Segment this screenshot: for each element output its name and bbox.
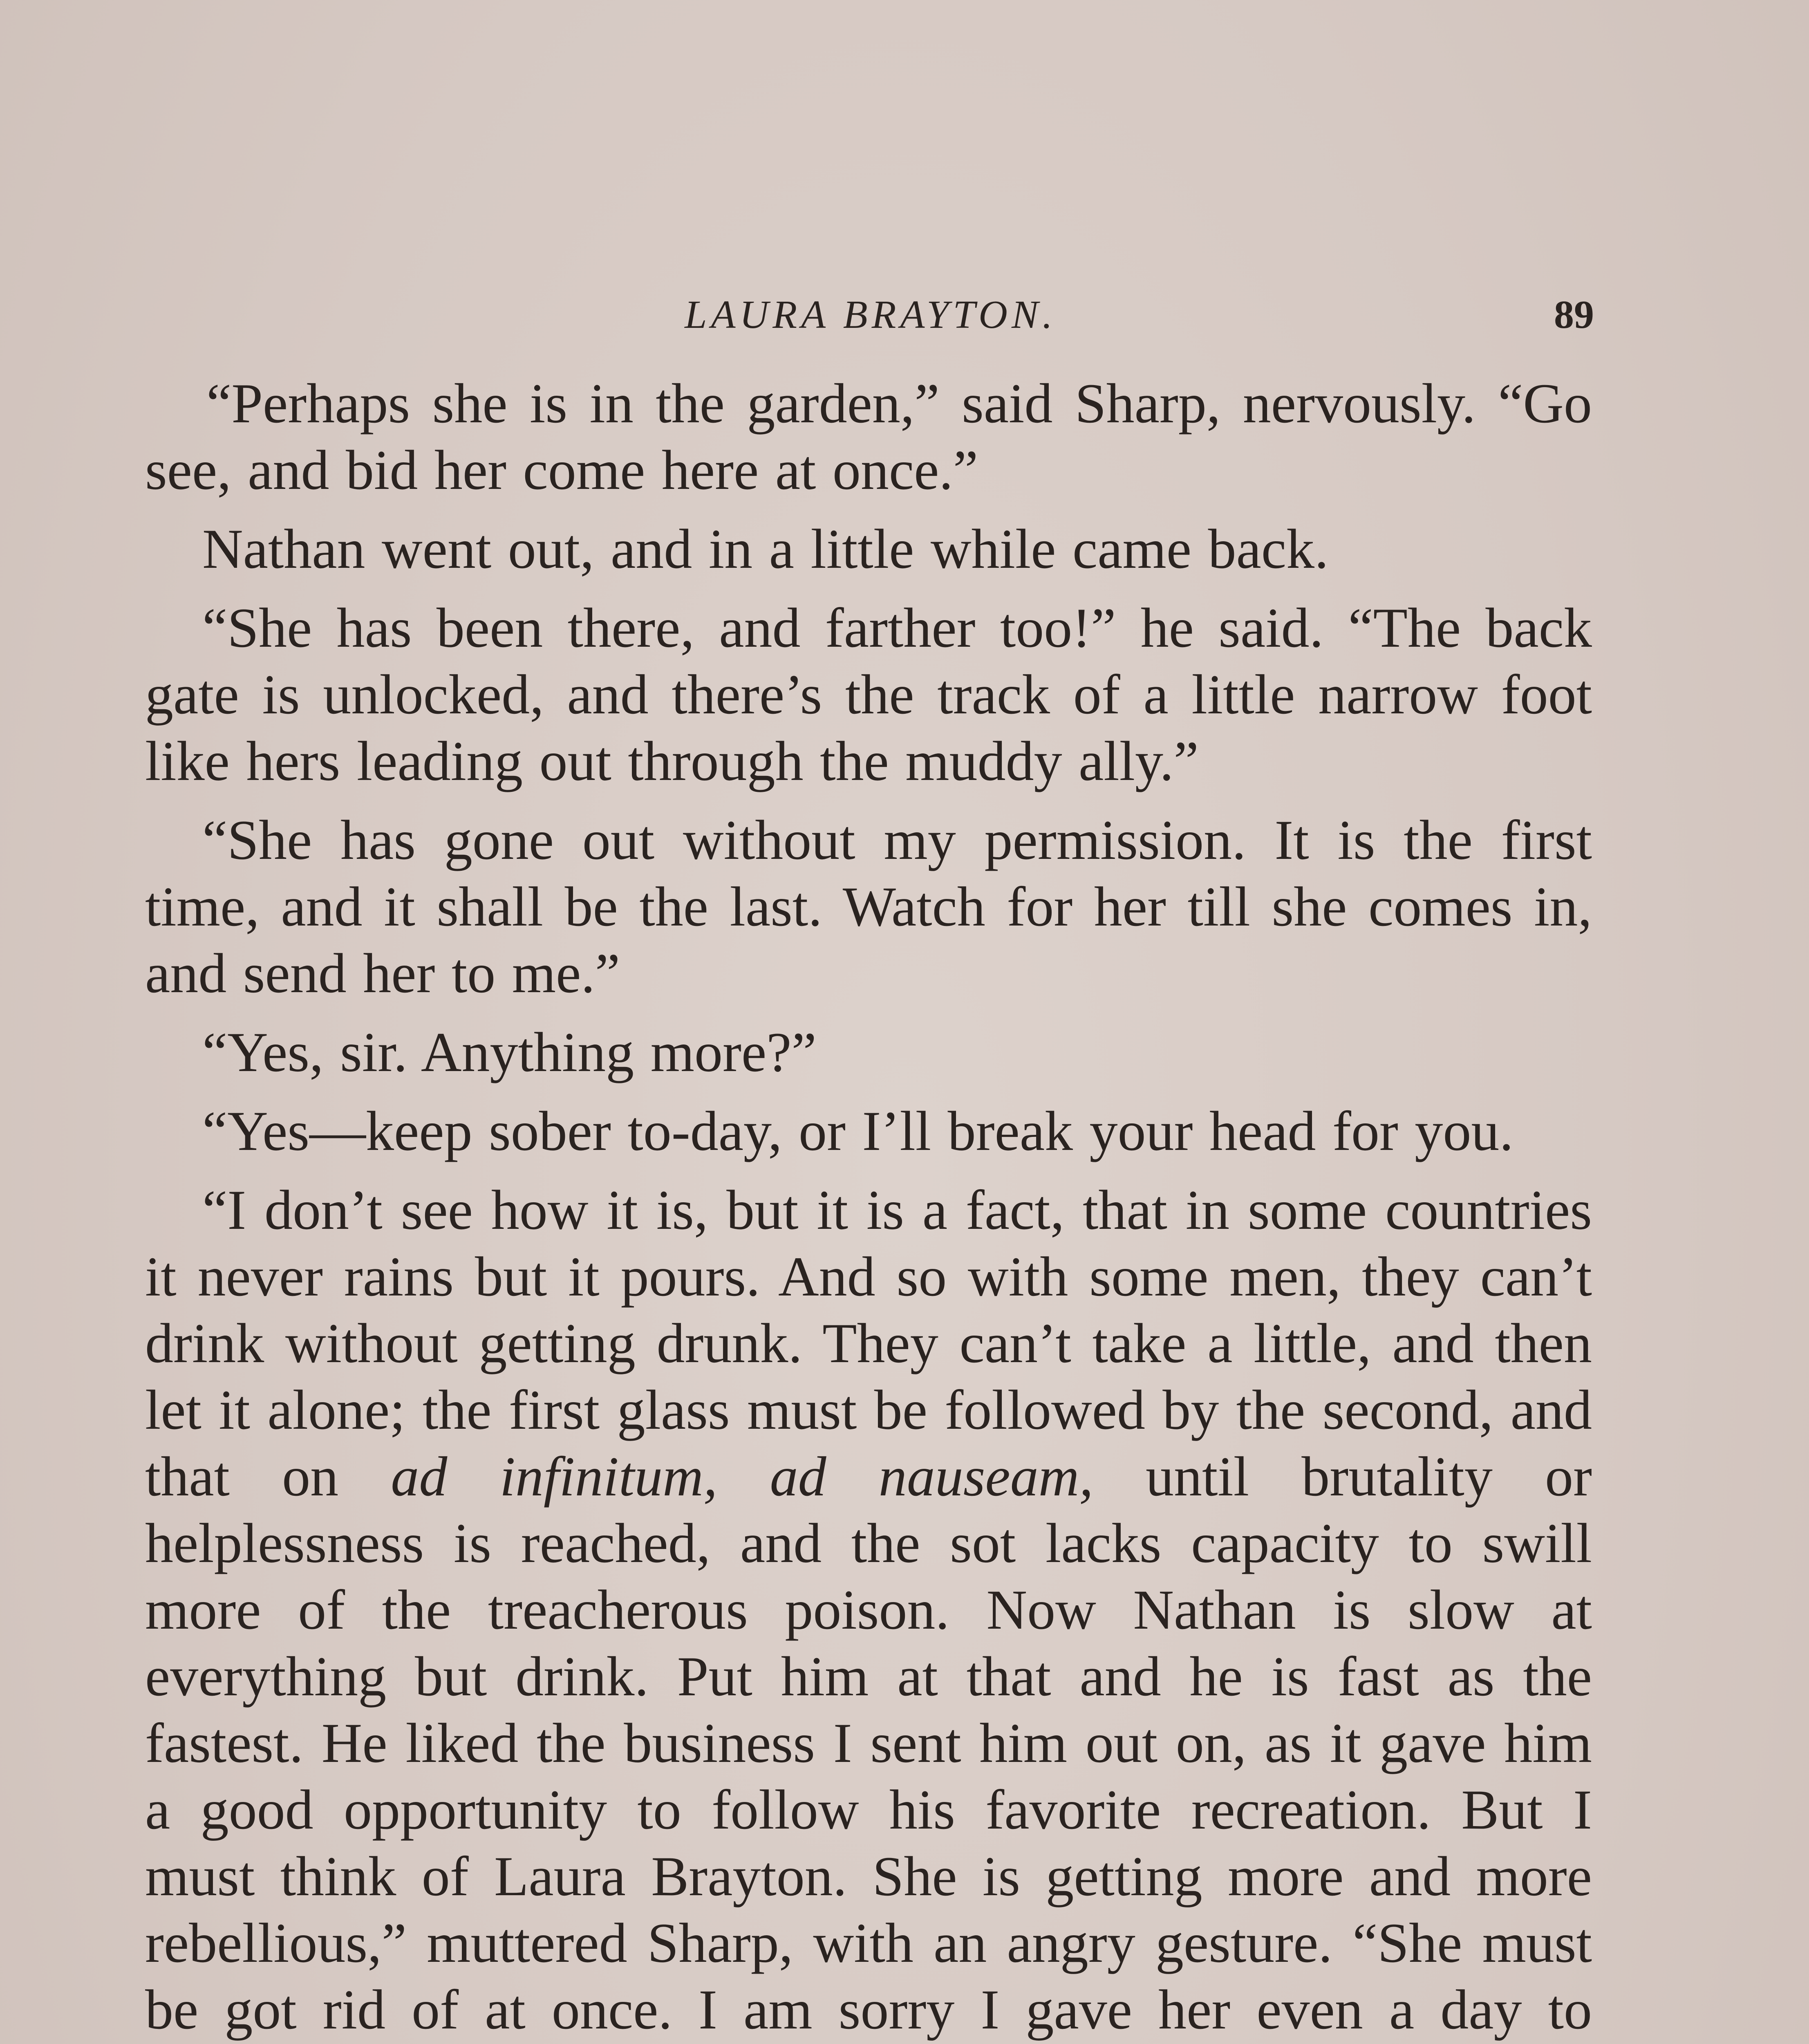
body-text [145,370,1592,2044]
paragraph: “Yes, sir. Anything more?” [202,1021,817,1083]
latin-phrase: ad infinitum, ad nauseam, [391,1445,1093,1508]
paragraph-text: “I don’t see how it is, but it is a fact, that in some countries it never rains but it pours. And so with some men, they can’t drink without getting drunk. They can’t take a little, and then let it alone; the first glass must be followed by the second, and that on [145,1179,1592,1508]
paragraph-text: until brutality or helplessness is reached, and the sot lacks capacity to swill more of the treacherous poison. Now Nathan is slow at everything but drink. Put him at that and he is fast as the fastest. He liked the business I sent him out on, as it gave him a good opportunity to follow his favorite recreation. But I must think of Laura Brayton. She is getting more and more rebellious,” muttered Sharp, with an angry gesture. “She must be got rid of at once. I am sorry I gave her even a day to [145,1445,1592,2041]
paragraph: “Perhaps she is in the garden,” said Sharp, nervously. “Go see, and bid her come here at once.” [145,372,1592,501]
paragraph: Nathan went out, and in a little while came back. [202,518,1329,580]
paragraph: “She has gone out without my permission. It is the first time, and it shall be the last. Watch for her till she comes in, and send her to me.” [145,809,1592,1004]
page-number: 89 [1554,293,1594,337]
paragraph [145,1177,1592,2044]
paragraph: “Yes—keep sober to-day, or I’ll break your head for you. [202,1100,1513,1162]
running-head: LAURA BRAYTON. [685,293,1057,337]
page-header [147,286,1594,343]
paragraph: “She has been there, and farther too!” he said. “The back gate is unlocked, and there’s the track of a little narrow foot like hers leading out through the muddy ally.” [145,596,1592,792]
